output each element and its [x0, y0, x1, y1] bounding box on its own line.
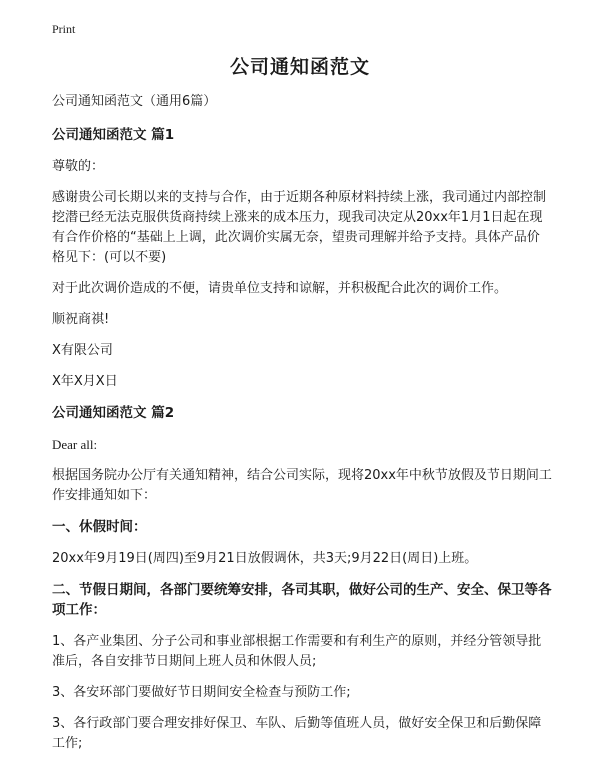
subheading-holiday-time: 一、休假时间： [52, 519, 147, 535]
letter-body-paragraph: 感谢贵公司长期以来的支持与合作，由于近期各种原材料持续上涨，我司通过内部控制挖潜已经无法克服供货商持续上涨来的成本压力，现我司决定从20xx年1月1日起在现有合作价格的“基础上上调，此次调价实属无奈，望贵司理解并给予支持。具体产品价格见下：(可以不要) [52, 190, 547, 265]
salutation-english: Dear all: [52, 437, 98, 452]
section-heading-2: 公司通知函范文 篇2 [52, 405, 175, 421]
notice-intro-paragraph: 根据国务院办公厅有关通知精神，结合公司实际，现将20xx年中秋节放假及节日期间工作安排通知如下： [52, 468, 552, 503]
document-title: 公司通知函范文 [229, 56, 370, 78]
closing-greeting: 顺祝商祺! [52, 312, 110, 327]
section-heading-1: 公司通知函范文 篇1 [52, 127, 175, 143]
document-body [52, 92, 552, 765]
list-item: 3、各行政部门要合理安排好保卫、车队、后勤等值班人员，做好安全保卫和后勤保障工作; [52, 716, 542, 751]
letter-body-paragraph: 对于此次调价造成的不便，请贵单位支持和谅解，并积极配合此次的调价工作。 [52, 281, 508, 296]
signature-company: X有限公司 [52, 343, 113, 358]
subheading-work-arrangement: 二、节假日期间，各部门要统筹安排，各司其职，做好公司的生产、安全、保卫等各项工作： [52, 582, 552, 618]
document-subtitle: 公司通知函范文（通用6篇） [52, 94, 217, 109]
print-link[interactable]: Print [52, 22, 76, 36]
salutation: 尊敬的： [52, 159, 105, 174]
list-item: 3、各安环部门要做好节日期间安全检查与预防工作; [52, 685, 351, 700]
list-item: 1、各产业集团、分子公司和事业部根据工作需要和有利生产的原则，并经分管领导批准后，各自安排节日期间上班人员和休假人员; [52, 634, 542, 669]
holiday-schedule-text: 20xx年9月19日(周四)至9月21日放假调休，共3天;9月22日(周日)上班。 [52, 551, 478, 566]
signature-date: X年X月X日 [52, 374, 118, 389]
